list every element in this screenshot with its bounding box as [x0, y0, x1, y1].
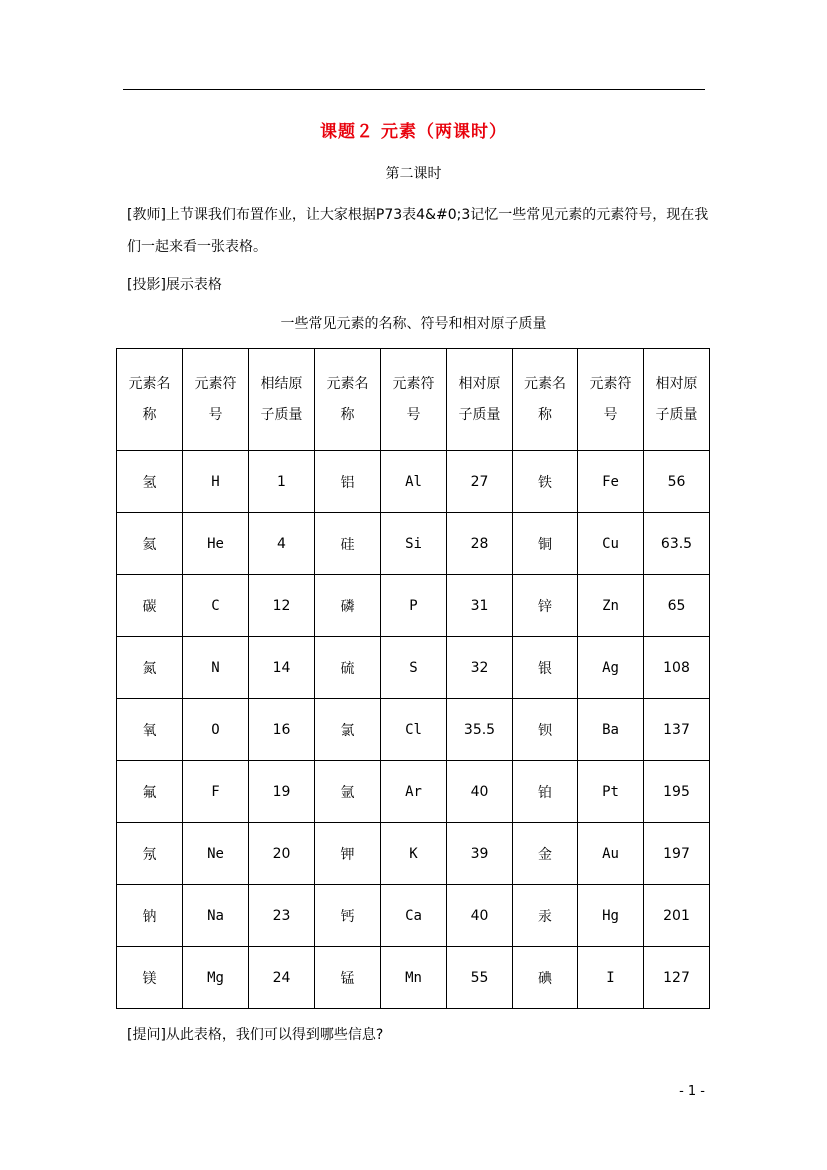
element-symbol-cell: Pt — [578, 761, 644, 823]
lesson-subtitle: 第二课时 — [385, 166, 442, 182]
element-symbol-cell: He — [183, 513, 249, 575]
element-name-cell: 铝 — [315, 451, 381, 513]
header-rule — [123, 89, 705, 90]
element-name-cell: 汞 — [513, 885, 578, 947]
table-row — [117, 699, 710, 761]
element-name-cell: 硫 — [315, 637, 381, 699]
element-name-cell: 镁 — [117, 947, 183, 1009]
element-symbol-cell: O — [183, 699, 249, 761]
header-cell: 元素符号 — [381, 349, 447, 451]
atomic-mass-cell: 23 — [249, 885, 315, 947]
element-symbol-cell: Ag — [578, 637, 644, 699]
element-symbol-cell: Hg — [578, 885, 644, 947]
atomic-mass-cell: 56 — [644, 451, 710, 513]
atomic-mass-cell: 40 — [447, 761, 513, 823]
table-header-row — [117, 349, 710, 451]
element-name-cell: 铜 — [513, 513, 578, 575]
teacher-paragraph: [教师]上节课我们布置作业，让大家根据P73表4&#0;3记忆一些常见元素的元素符号，现在我们一起来看一张表格。 — [127, 207, 709, 255]
atomic-mass-cell: 4 — [249, 513, 315, 575]
atomic-mass-cell: 20 — [249, 823, 315, 885]
element-symbol-cell: P — [381, 575, 447, 637]
element-name-cell: 氢 — [117, 451, 183, 513]
page-number: - 1 - — [679, 1084, 705, 1099]
element-symbol-cell: S — [381, 637, 447, 699]
atomic-mass-cell: 32 — [447, 637, 513, 699]
atomic-mass-cell: 1 — [249, 451, 315, 513]
header-cell: 元素符号 — [578, 349, 644, 451]
element-name-cell: 氩 — [315, 761, 381, 823]
element-name-cell: 铂 — [513, 761, 578, 823]
element-name-cell: 钙 — [315, 885, 381, 947]
element-name-cell: 锰 — [315, 947, 381, 1009]
header-cell: 相对原子质量 — [644, 349, 710, 451]
atomic-mass-cell: 55 — [447, 947, 513, 1009]
atomic-mass-cell: 39 — [447, 823, 513, 885]
atomic-mass-cell: 65 — [644, 575, 710, 637]
element-symbol-cell: Cu — [578, 513, 644, 575]
header-cell: 元素符号 — [183, 349, 249, 451]
element-symbol-cell: I — [578, 947, 644, 1009]
element-name-cell: 碘 — [513, 947, 578, 1009]
atomic-mass-cell: 40 — [447, 885, 513, 947]
element-symbol-cell: Si — [381, 513, 447, 575]
element-symbol-cell: Na — [183, 885, 249, 947]
element-symbol-cell: Mn — [381, 947, 447, 1009]
table-row — [117, 885, 710, 947]
element-symbol-cell: F — [183, 761, 249, 823]
element-symbol-cell: Zn — [578, 575, 644, 637]
atomic-mass-cell: 27 — [447, 451, 513, 513]
atomic-mass-cell: 63.5 — [644, 513, 710, 575]
element-name-cell: 金 — [513, 823, 578, 885]
element-table — [116, 348, 710, 1009]
element-name-cell: 磷 — [315, 575, 381, 637]
element-symbol-cell: K — [381, 823, 447, 885]
atomic-mass-cell: 16 — [249, 699, 315, 761]
table-row — [117, 823, 710, 885]
atomic-mass-cell: 35.5 — [447, 699, 513, 761]
element-name-cell: 氟 — [117, 761, 183, 823]
atomic-mass-cell: 24 — [249, 947, 315, 1009]
element-name-cell: 钠 — [117, 885, 183, 947]
projection-paragraph: [投影]展示表格 — [127, 277, 222, 293]
element-symbol-cell: Al — [381, 451, 447, 513]
element-name-cell: 氖 — [117, 823, 183, 885]
element-symbol-cell: Mg — [183, 947, 249, 1009]
element-symbol-cell: N — [183, 637, 249, 699]
element-symbol-cell: Ne — [183, 823, 249, 885]
header-cell: 元素名称 — [513, 349, 578, 451]
atomic-mass-cell: 14 — [249, 637, 315, 699]
element-name-cell: 钡 — [513, 699, 578, 761]
element-name-cell: 氦 — [117, 513, 183, 575]
element-name-cell: 氯 — [315, 699, 381, 761]
table-caption: 一些常见元素的名称、符号和相对原子质量 — [280, 316, 547, 332]
header-cell: 元素名称 — [117, 349, 183, 451]
element-name-cell: 钾 — [315, 823, 381, 885]
atomic-mass-cell: 201 — [644, 885, 710, 947]
element-symbol-cell: H — [183, 451, 249, 513]
element-symbol-cell: Ar — [381, 761, 447, 823]
element-name-cell: 硅 — [315, 513, 381, 575]
element-name-cell: 锌 — [513, 575, 578, 637]
element-name-cell: 银 — [513, 637, 578, 699]
table-row — [117, 637, 710, 699]
atomic-mass-cell: 31 — [447, 575, 513, 637]
table-row — [117, 575, 710, 637]
question-paragraph: [提问]从此表格，我们可以得到哪些信息? — [127, 1027, 384, 1043]
table-row — [117, 761, 710, 823]
atomic-mass-cell: 19 — [249, 761, 315, 823]
element-symbol-cell: Ca — [381, 885, 447, 947]
element-name-cell: 氧 — [117, 699, 183, 761]
element-symbol-cell: Au — [578, 823, 644, 885]
atomic-mass-cell: 12 — [249, 575, 315, 637]
element-symbol-cell: Ba — [578, 699, 644, 761]
atomic-mass-cell: 28 — [447, 513, 513, 575]
table-body — [117, 451, 710, 1009]
atomic-mass-cell: 195 — [644, 761, 710, 823]
element-name-cell: 氮 — [117, 637, 183, 699]
element-symbol-cell: Cl — [381, 699, 447, 761]
element-symbol-cell: Fe — [578, 451, 644, 513]
element-name-cell: 碳 — [117, 575, 183, 637]
atomic-mass-cell: 137 — [644, 699, 710, 761]
atomic-mass-cell: 127 — [644, 947, 710, 1009]
element-symbol-cell: C — [183, 575, 249, 637]
header-cell: 相结原子质量 — [249, 349, 315, 451]
page-title: 课题２ 元素（两课时） — [320, 122, 507, 142]
element-name-cell: 铁 — [513, 451, 578, 513]
atomic-mass-cell: 197 — [644, 823, 710, 885]
table-row — [117, 451, 710, 513]
table-row — [117, 513, 710, 575]
header-cell: 元素名称 — [315, 349, 381, 451]
table-row — [117, 947, 710, 1009]
header-cell: 相对原子质量 — [447, 349, 513, 451]
atomic-mass-cell: 108 — [644, 637, 710, 699]
